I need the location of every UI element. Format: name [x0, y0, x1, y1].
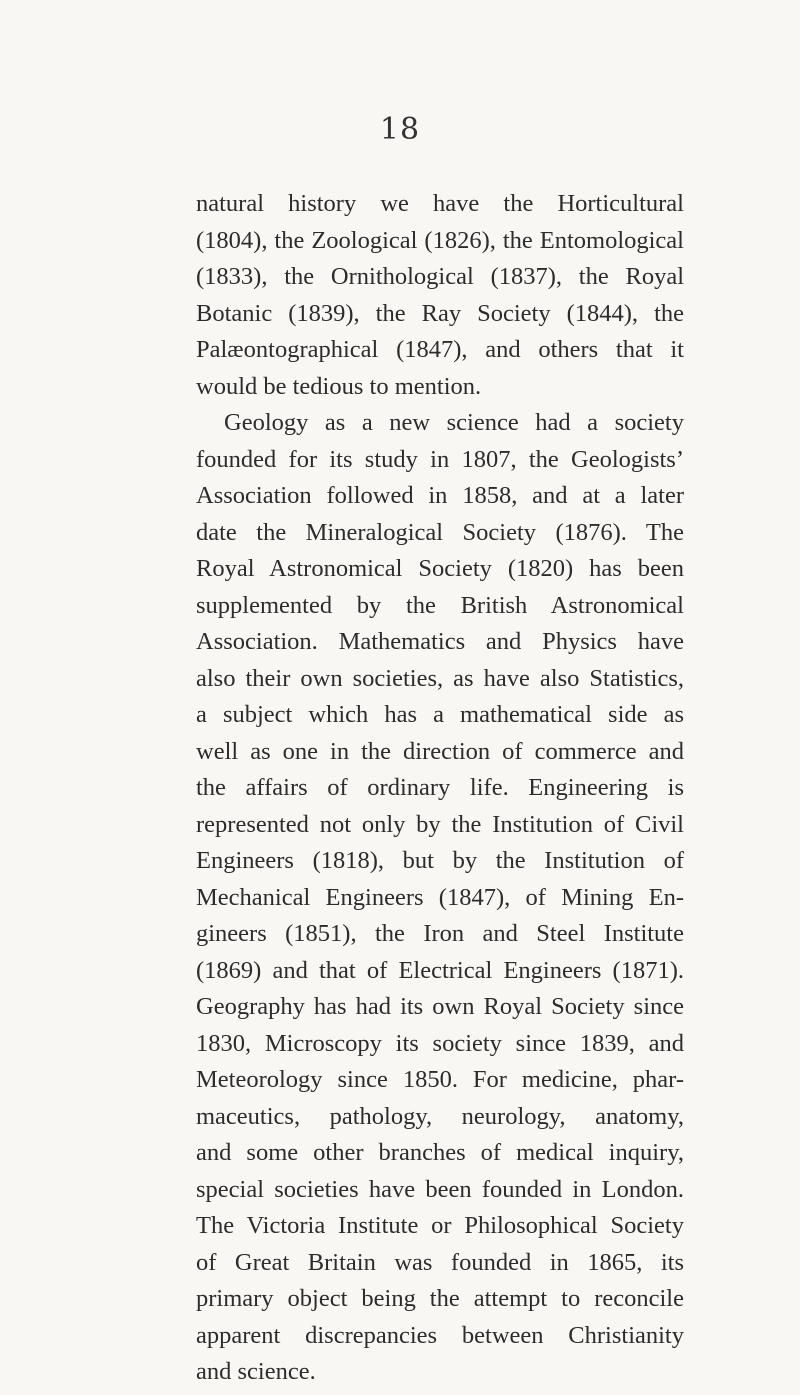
text-line: (1833), the Ornithological (1837), the Royal	[196, 263, 684, 290]
text-line: The Victoria Institute or Philosophical Society	[196, 1212, 684, 1239]
text-line: founded for its study in 1807, the Geologists’	[196, 445, 684, 473]
text-line: maceutics, pathology, neurology, anatomy,	[196, 1102, 684, 1130]
text-line: Botanic (1839), the Ray Society (1844), the	[196, 299, 684, 327]
text-line: Meteorology since 1850. For medicine, phar-	[196, 1066, 684, 1093]
body-text	[196, 186, 684, 1391]
text-line: special societies have been founded in London.	[196, 1175, 684, 1203]
text-line: Association followed in 1858, and at a later	[196, 482, 684, 509]
text-line: the affairs of ordinary life. Engineering is	[196, 774, 684, 801]
text-line: Mechanical Engineers (1847), of Mining En-	[196, 883, 684, 911]
text-line: gineers (1851), the Iron and Steel Institute	[196, 920, 684, 947]
text-line: represented not only by the Institution of Civil	[196, 810, 684, 838]
text-line: Geology as a new science had a society	[224, 409, 684, 436]
text-line: and science.	[196, 1358, 316, 1385]
page-number: 18	[379, 112, 421, 147]
text-line: also their own societies, as have also Statistics,	[196, 664, 684, 692]
text-line: supplemented by the British Astronomical	[196, 591, 684, 619]
text-line: and some other branches of medical inquiry,	[196, 1139, 684, 1166]
text-line: Geography has had its own Royal Society since	[196, 993, 684, 1020]
text-line: a subject which has a mathematical side as	[196, 701, 684, 728]
text-line: of Great Britain was founded in 1865, its	[196, 1248, 684, 1276]
text-line: date the Mineralogical Society (1876). The	[196, 518, 684, 546]
text-line: Royal Astronomical Society (1820) has been	[196, 555, 684, 582]
text-line: well as one in the direction of commerce and	[196, 737, 684, 765]
text-line: Association. Mathematics and Physics have	[196, 628, 684, 655]
text-line: natural history we have the Horticultural	[196, 190, 684, 217]
text-line: Engineers (1818), but by the Institution of	[196, 847, 684, 874]
text-line: (1804), the Zoological (1826), the Entomological	[196, 226, 684, 254]
text-line: Palæontographical (1847), and others that it	[196, 336, 684, 363]
text-line: would be tedious to mention.	[196, 372, 482, 400]
text-line: primary object being the attempt to reconcile	[196, 1285, 684, 1312]
text-line: apparent discrepancies between Christianity	[196, 1321, 684, 1349]
text-line: (1869) and that of Electrical Engineers (1871).	[196, 956, 684, 984]
text-line: 1830, Microscopy its society since 1839, and	[196, 1029, 684, 1057]
